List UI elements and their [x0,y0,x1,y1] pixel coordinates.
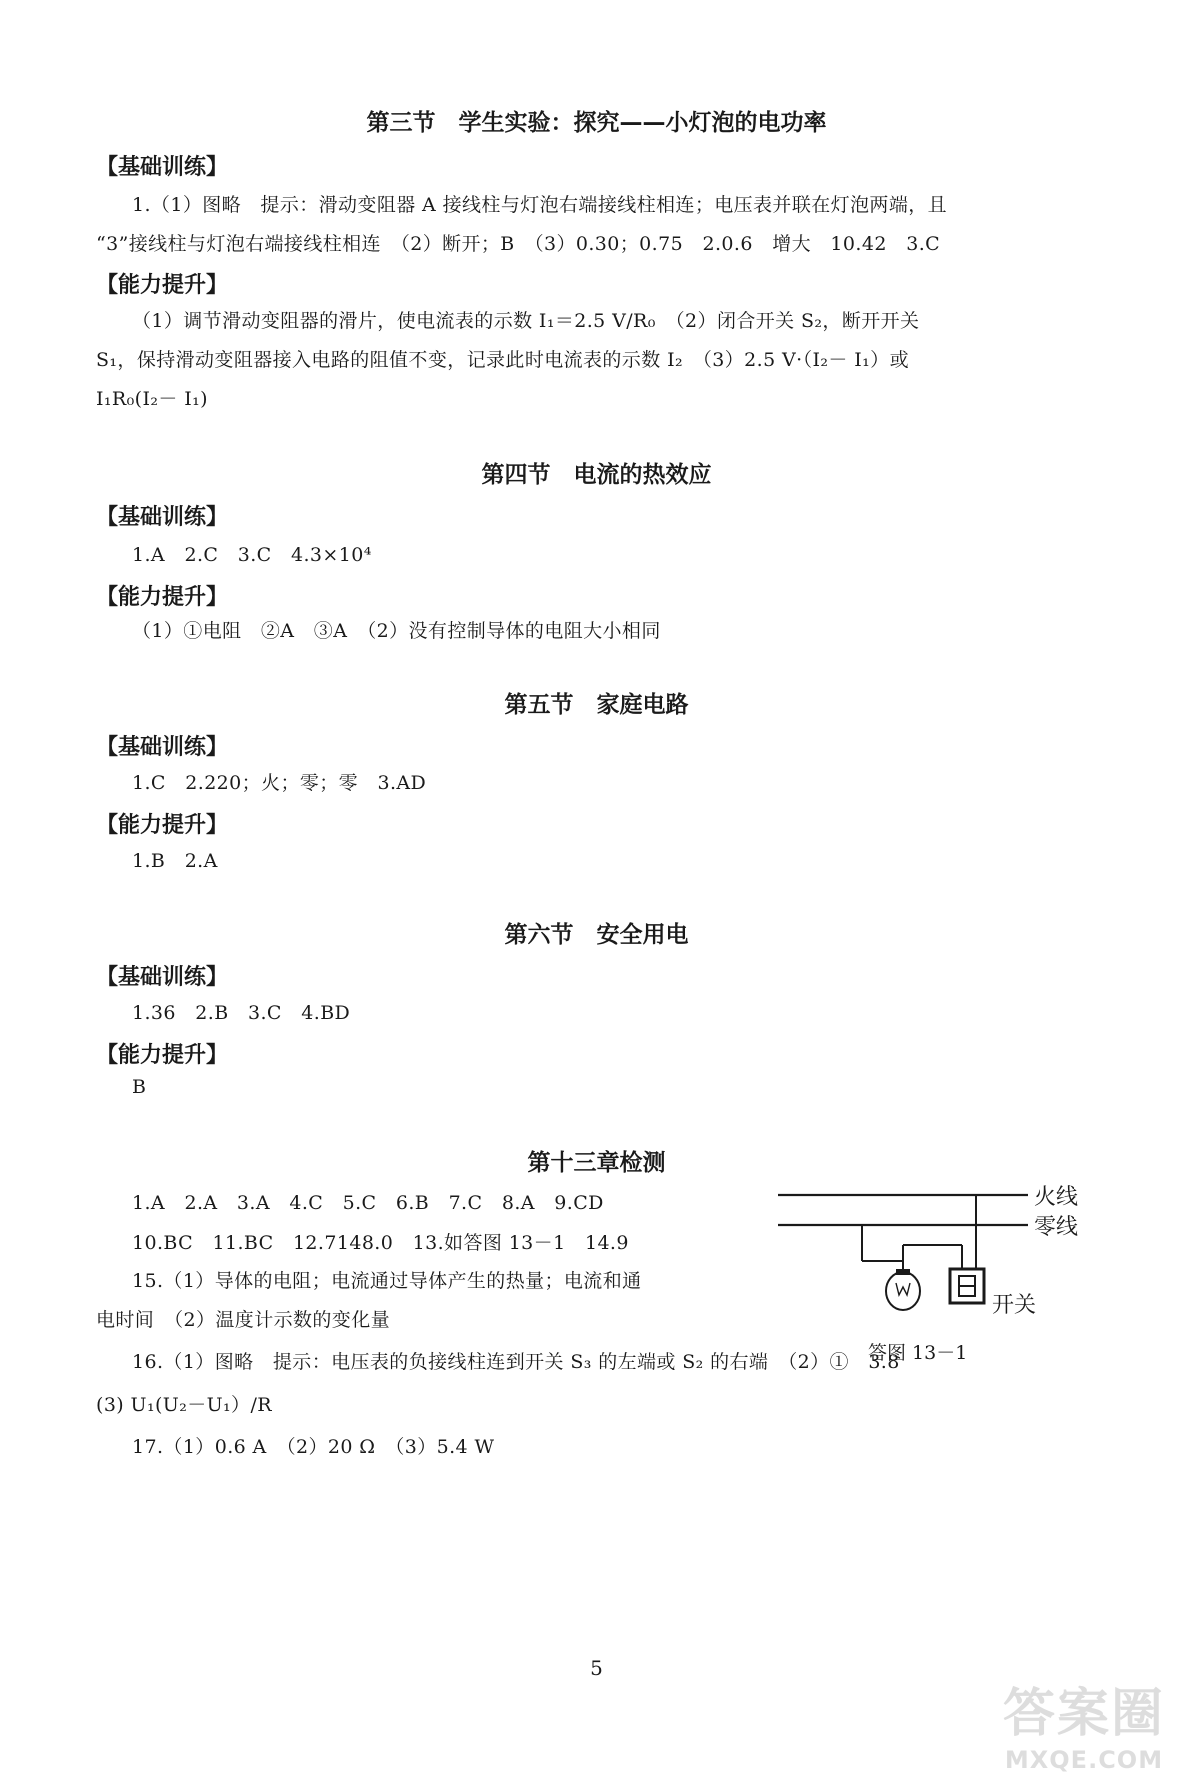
sec3-adv-line-3: I₁R₀(I₂－ I₁) [96,388,208,410]
ch13-line-2: 10.BC 11.BC 12.7148.0 13.如答图 13－1 14.9 [132,1232,629,1254]
chapter-13-title: 第十三章检测 [527,1150,666,1176]
switch-label: 开关 [992,1293,1037,1318]
watermark-main-text: 答案圈 [1002,1684,1165,1744]
section-3-title: 第三节 学生实验：探究——小灯泡的电功率 [366,110,827,136]
sec4-basic-line-1: 1.A 2.C 3.C 4.3×10⁴ [132,544,372,566]
live-wire-label: 火线 [1034,1185,1079,1210]
sec6-adv-heading: 【能力提升】 [96,1043,229,1068]
section-4-title: 第四节 电流的热效应 [481,462,712,488]
ch13-line-4: 电时间 （2）温度计示数的变化量 [96,1309,390,1331]
ch13-line-3: 15.（1）导体的电阻；电流通过导体产生的热量；电流和通 [132,1270,642,1292]
sec5-adv-line-1: 1.B 2.A [132,850,218,872]
sec3-adv-heading: 【能力提升】 [96,273,229,298]
sec3-basic-line-1: 1.（1）图略 提示：滑动变阻器 A 接线柱与灯泡右端接线柱相连；电压表并联在灯泡两端，且 [132,194,948,216]
sec3-basic-line-2: “3”接线柱与灯泡右端接线柱相连 （2）断开；B （3）0.30；0.75 2.0.6 增大 10.42 3.C [96,233,941,255]
sec5-adv-heading: 【能力提升】 [96,813,229,838]
section-6-title: 第六节 安全用电 [504,922,689,948]
sec4-basic-heading: 【基础训练】 [96,505,229,530]
watermark-sub-text: MXQE.COM [1004,1746,1164,1774]
sec6-basic-line-1: 1.36 2.B 3.C 4.BD [132,1002,351,1024]
sec5-basic-heading: 【基础训练】 [96,735,229,760]
ch13-line-5: 16.（1）图略 提示：电压表的负接线柱连到开关 S₃ 的左端或 S₂ 的右端 （2）① 3.8 [132,1351,900,1373]
sec6-basic-heading: 【基础训练】 [96,965,229,990]
figure-caption: 答图 13－1 [868,1342,968,1364]
section-5-title: 第五节 家庭电路 [504,692,689,718]
watermark-logo [1003,1671,1165,1774]
sec3-adv-line-2: S₁，保持滑动变阻器接入电路的阻值不变，记录此时电流表的示数 I₂ （3）2.5 V·（I₂－ I₁）或 [96,349,909,371]
sec6-adv-line-1: B [132,1076,147,1098]
ch13-line-6: (3) U₁(U₂－U₁）/R [96,1394,272,1416]
ch13-line-7: 17.（1）0.6 A （2）20 Ω （3）5.4 W [132,1436,495,1458]
page-number: 5 [590,1656,603,1680]
switch-icon [950,1269,984,1303]
lamp-icon [886,1269,920,1310]
sec4-adv-line-1: （1）①电阻 ②A ③A （2）没有控制导体的电阻大小相同 [132,620,661,642]
sec5-basic-line-1: 1.C 2.220；火；零；零 3.AD [132,772,427,794]
neutral-wire-label: 零线 [1034,1215,1079,1240]
sec3-adv-line-1: （1）调节滑动变阻器的滑片，使电流表的示数 I₁＝2.5 V/R₀ （2）闭合开关 S₂，断开开关 [132,310,920,332]
ch13-line-1: 1.A 2.A 3.A 4.C 5.C 6.B 7.C 8.A 9.CD [132,1192,604,1214]
sec3-basic-heading: 【基础训练】 [96,155,229,180]
sec4-adv-heading: 【能力提升】 [96,585,229,610]
